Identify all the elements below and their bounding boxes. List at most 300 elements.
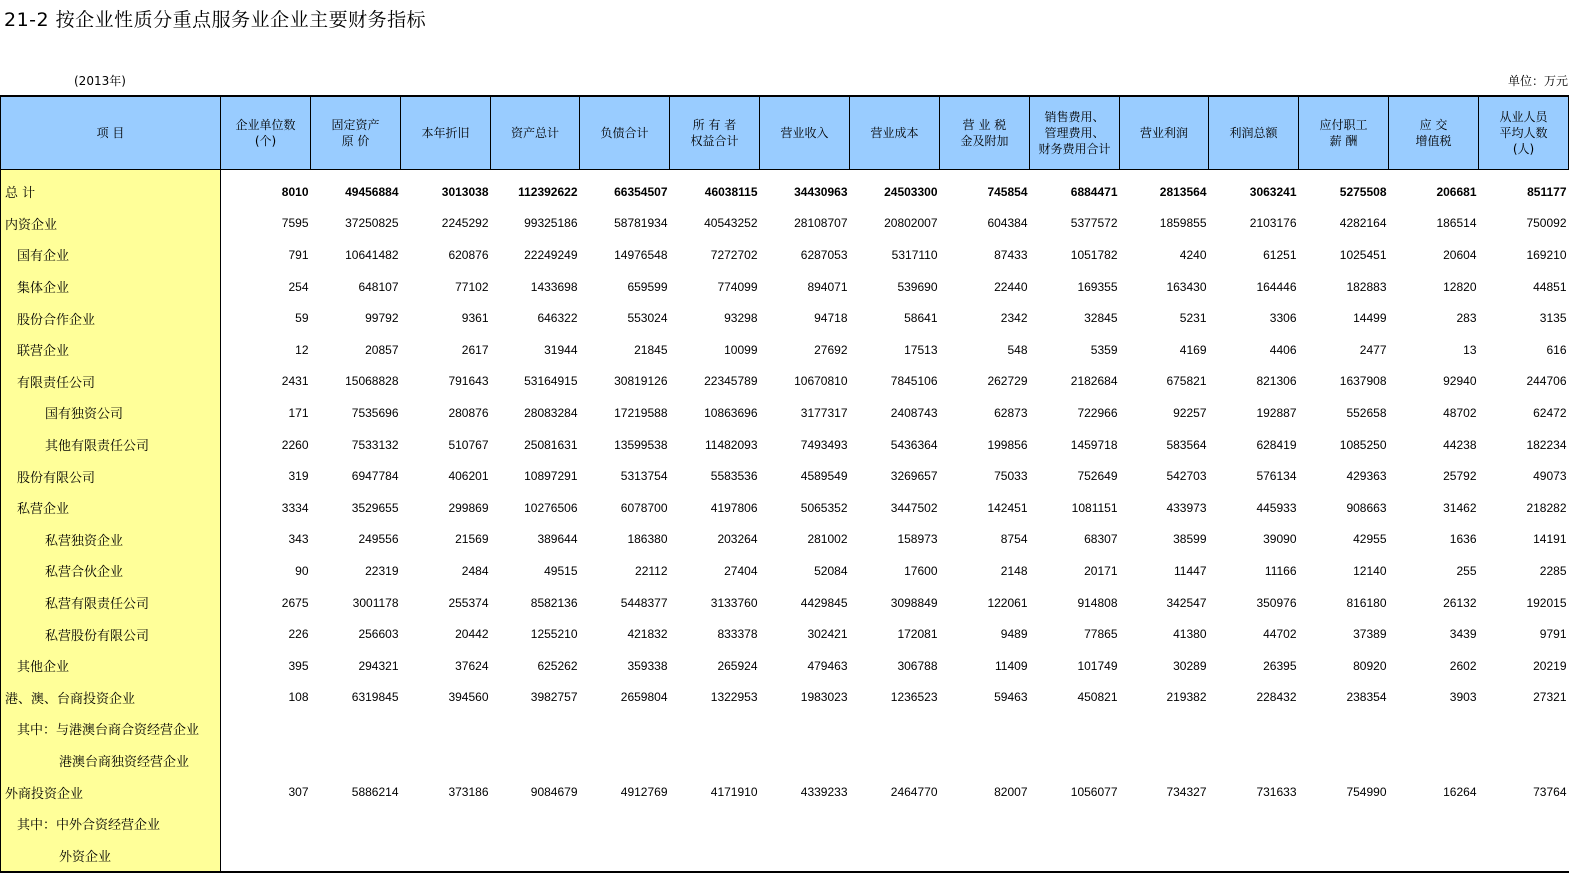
table-cell: 3177317 xyxy=(800,405,848,420)
table-cell: 4912769 xyxy=(620,785,668,800)
table-cell: 4197806 xyxy=(710,500,758,515)
table-cell xyxy=(940,808,1030,840)
table-cell: 26132 xyxy=(1443,595,1477,610)
table-cell: 199856 xyxy=(987,437,1028,452)
table-cell: 548 xyxy=(1007,342,1028,357)
row-label: 港、澳、台商投资企业 xyxy=(1,682,221,714)
table-cell: 244706 xyxy=(1526,374,1567,389)
table-cell: 92257 xyxy=(1173,405,1207,420)
table-cell: 583564 xyxy=(1166,437,1207,452)
table-cell: 421832 xyxy=(627,627,668,642)
table-cell: 3013038 xyxy=(441,184,489,199)
table-cell: 219382 xyxy=(1166,690,1207,705)
table-cell: 22319 xyxy=(365,563,399,578)
table-cell: 791643 xyxy=(448,374,489,389)
table-cell xyxy=(670,839,760,872)
table-cell: 3269657 xyxy=(890,469,938,484)
row-label: 其中：中外合资经营企业 xyxy=(1,808,221,840)
table-cell: 164446 xyxy=(1256,279,1297,294)
table-cell: 20802007 xyxy=(884,216,938,231)
table-cell: 280876 xyxy=(448,405,489,420)
table-cell: 13599538 xyxy=(614,437,668,452)
column-header: 从业人员 平均人数 (人) xyxy=(1479,96,1569,170)
table-cell: 9791 xyxy=(1539,627,1567,642)
table-cell: 4429845 xyxy=(800,595,848,610)
table-cell: 306788 xyxy=(897,658,938,673)
row-label: 国有企业 xyxy=(1,239,221,271)
table-cell: 7493493 xyxy=(800,437,848,452)
table-cell: 17600 xyxy=(904,563,938,578)
table-cell: 192015 xyxy=(1526,595,1567,610)
table-cell xyxy=(491,713,580,745)
table-cell: 68307 xyxy=(1084,532,1118,547)
table-cell: 553024 xyxy=(627,311,668,326)
table-cell: 158973 xyxy=(897,532,938,547)
table-cell: 87433 xyxy=(994,247,1028,262)
row-label: 其中：与港澳台商合资经营企业 xyxy=(1,713,221,745)
row-label: 私营合伙企业 xyxy=(1,555,221,587)
table-cell: 6947784 xyxy=(351,469,399,484)
table-cell: 62472 xyxy=(1533,405,1567,420)
table-row xyxy=(1,745,1569,777)
table-cell: 9489 xyxy=(1000,627,1028,642)
column-header: 应 交 增值税 xyxy=(1389,96,1479,170)
table-cell: 62873 xyxy=(994,405,1028,420)
table-cell: 262729 xyxy=(987,374,1028,389)
table-cell: 49073 xyxy=(1533,469,1567,484)
table-cell: 648107 xyxy=(358,279,399,294)
table-cell: 80920 xyxy=(1353,658,1387,673)
table-cell: 833378 xyxy=(717,627,758,642)
table-cell: 37389 xyxy=(1353,627,1387,642)
table-cell: 3439 xyxy=(1449,627,1477,642)
table-cell: 2464770 xyxy=(890,785,938,800)
table-cell: 186514 xyxy=(1436,216,1477,231)
table-cell: 44238 xyxy=(1443,437,1477,452)
table-cell: 2182684 xyxy=(1070,374,1118,389)
table-cell xyxy=(1030,839,1120,872)
row-label: 港澳台商独资经营企业 xyxy=(1,745,221,777)
table-cell: 5886214 xyxy=(351,785,399,800)
table-cell: 1859855 xyxy=(1159,216,1207,231)
table-cell: 299869 xyxy=(448,500,489,515)
table-cell: 21845 xyxy=(634,342,668,357)
row-label: 股份合作企业 xyxy=(1,302,221,334)
table-cell: 228432 xyxy=(1256,690,1297,705)
table-cell: 3529655 xyxy=(351,500,399,515)
table-cell: 620876 xyxy=(448,247,489,262)
table-row xyxy=(1,713,1569,745)
table-cell: 307 xyxy=(288,785,309,800)
table-cell: 1025451 xyxy=(1339,247,1387,262)
row-label: 私营独资企业 xyxy=(1,524,221,556)
table-cell xyxy=(311,808,401,840)
table-cell: 265924 xyxy=(717,658,758,673)
row-label: 外资企业 xyxy=(1,839,221,872)
row-label: 其他有限责任公司 xyxy=(1,429,221,461)
table-cell: 2245292 xyxy=(441,216,489,231)
table-row xyxy=(1,366,1569,398)
table-cell: 754990 xyxy=(1346,785,1387,800)
row-label: 内资企业 xyxy=(1,208,221,240)
table-cell xyxy=(580,745,670,777)
table-cell xyxy=(491,745,580,777)
table-cell xyxy=(1479,808,1569,840)
table-cell xyxy=(1030,713,1120,745)
table-cell: 218282 xyxy=(1526,500,1567,515)
table-row xyxy=(1,208,1569,240)
total-row xyxy=(1,170,1569,208)
table-cell: 734327 xyxy=(1166,785,1207,800)
table-cell: 73764 xyxy=(1533,785,1567,800)
table-cell: 37624 xyxy=(455,658,489,673)
table-cell: 49456884 xyxy=(345,184,399,199)
table-cell: 4282164 xyxy=(1339,216,1387,231)
table-cell: 373186 xyxy=(448,785,489,800)
table-cell: 6287053 xyxy=(800,247,848,262)
table-cell: 108 xyxy=(288,690,309,705)
table-cell xyxy=(940,839,1030,872)
table-cell: 628419 xyxy=(1256,437,1297,452)
table-cell: 1085250 xyxy=(1339,437,1387,452)
table-cell: 4589549 xyxy=(800,469,848,484)
table-cell: 254 xyxy=(288,279,309,294)
table-cell: 15068828 xyxy=(345,374,399,389)
table-cell: 53164915 xyxy=(524,374,578,389)
table-cell: 552658 xyxy=(1346,405,1387,420)
table-row xyxy=(1,334,1569,366)
table-cell: 389644 xyxy=(537,532,578,547)
table-cell: 1051782 xyxy=(1070,247,1118,262)
row-label: 外商投资企业 xyxy=(1,776,221,808)
table-cell xyxy=(850,839,940,872)
table-cell: 350976 xyxy=(1256,595,1297,610)
table-cell: 433973 xyxy=(1166,500,1207,515)
table-cell: 3001178 xyxy=(352,595,399,610)
table-cell: 17513 xyxy=(904,342,938,357)
table-cell: 37250825 xyxy=(345,216,399,231)
table-cell: 20604 xyxy=(1443,247,1477,262)
table-cell: 49515 xyxy=(544,563,578,578)
table-cell: 3334 xyxy=(281,500,309,515)
table-cell: 745854 xyxy=(987,184,1028,199)
table-cell xyxy=(1479,839,1569,872)
table-cell: 66354507 xyxy=(614,184,668,199)
table-row xyxy=(1,524,1569,556)
table-cell: 283 xyxy=(1456,311,1477,326)
table-cell: 169355 xyxy=(1077,279,1118,294)
table-cell: 894071 xyxy=(807,279,848,294)
table-cell: 8010 xyxy=(281,184,309,199)
table-cell: 616 xyxy=(1546,342,1567,357)
table-cell: 38599 xyxy=(1173,532,1207,547)
table-cell xyxy=(1120,745,1209,777)
column-header: 所 有 者 权益合计 xyxy=(670,96,760,170)
table-cell xyxy=(1389,839,1479,872)
table-row xyxy=(1,618,1569,650)
table-cell: 2484 xyxy=(461,563,489,578)
table-cell xyxy=(670,713,760,745)
table-cell xyxy=(1389,808,1479,840)
table-cell: 908663 xyxy=(1346,500,1387,515)
table-cell: 294321 xyxy=(358,658,399,673)
table-row xyxy=(1,587,1569,619)
table-cell: 58781934 xyxy=(614,216,668,231)
table-cell: 302421 xyxy=(807,627,848,642)
table-row xyxy=(1,808,1569,840)
table-row xyxy=(1,839,1569,872)
table-cell xyxy=(580,808,670,840)
column-header: 利润总额 xyxy=(1209,96,1299,170)
table-cell: 1255210 xyxy=(530,627,578,642)
column-header: 资产总计 xyxy=(491,96,580,170)
table-cell: 28108707 xyxy=(794,216,848,231)
table-cell: 510767 xyxy=(448,437,489,452)
unit-label: 单位：万元 xyxy=(1507,74,1568,88)
table-cell: 10276506 xyxy=(524,500,578,515)
table-cell: 27321 xyxy=(1533,690,1567,705)
table-cell: 82007 xyxy=(994,785,1028,800)
table-cell: 722966 xyxy=(1077,405,1118,420)
table-cell: 58641 xyxy=(904,311,938,326)
table-cell: 2408743 xyxy=(890,405,938,420)
table-cell: 429363 xyxy=(1346,469,1387,484)
table-cell: 6319845 xyxy=(351,690,399,705)
table-cell: 7595 xyxy=(281,216,309,231)
table-cell: 9084679 xyxy=(530,785,578,800)
table-cell: 750092 xyxy=(1526,216,1567,231)
table-cell: 11447 xyxy=(1174,563,1207,578)
table-cell: 77102 xyxy=(455,279,489,294)
column-header: 营业成本 xyxy=(850,96,940,170)
table-cell: 5313754 xyxy=(620,469,668,484)
table-cell xyxy=(401,808,491,840)
table-cell: 25081631 xyxy=(524,437,578,452)
column-header: 销售费用、 管理费用、 财务费用合计 xyxy=(1030,96,1120,170)
table-cell: 12 xyxy=(295,342,309,357)
column-header: 本年折旧 xyxy=(401,96,491,170)
table-cell: 77865 xyxy=(1084,627,1118,642)
table-cell: 1081151 xyxy=(1071,500,1118,515)
table-row xyxy=(1,271,1569,303)
table-cell: 7535696 xyxy=(351,405,399,420)
header-row xyxy=(1,96,1569,170)
table-cell: 10099 xyxy=(724,342,758,357)
table-cell: 20857 xyxy=(365,342,399,357)
table-cell: 12820 xyxy=(1443,279,1477,294)
table-cell xyxy=(1299,808,1389,840)
table-cell: 30819126 xyxy=(614,374,668,389)
table-cell xyxy=(760,839,850,872)
table-cell: 27404 xyxy=(724,563,758,578)
table-cell xyxy=(1479,745,1569,777)
table-cell: 52084 xyxy=(814,563,848,578)
column-header-item: 项 目 xyxy=(1,96,221,170)
table-cell xyxy=(1030,808,1120,840)
table-cell: 182234 xyxy=(1526,437,1567,452)
table-cell: 576134 xyxy=(1256,469,1297,484)
table-cell: 90 xyxy=(295,563,309,578)
table-cell: 2477 xyxy=(1359,342,1387,357)
table-cell xyxy=(1030,745,1120,777)
table-cell: 44702 xyxy=(1263,627,1297,642)
table-cell: 2260 xyxy=(281,437,309,452)
table-cell: 10863696 xyxy=(704,405,758,420)
table-cell: 48702 xyxy=(1443,405,1477,420)
table-cell: 2431 xyxy=(281,374,309,389)
table-cell xyxy=(1389,745,1479,777)
table-cell: 5359 xyxy=(1090,342,1118,357)
table-cell: 42955 xyxy=(1353,532,1387,547)
table-cell: 2103176 xyxy=(1249,216,1297,231)
table-cell: 46038115 xyxy=(704,184,758,199)
row-label: 总 计 xyxy=(1,170,221,208)
table-cell: 24503300 xyxy=(884,184,938,199)
table-cell: 791 xyxy=(288,247,309,262)
table-cell: 59463 xyxy=(994,690,1028,705)
table-cell: 169210 xyxy=(1526,247,1567,262)
table-cell: 4240 xyxy=(1179,247,1207,262)
table-cell: 39090 xyxy=(1263,532,1297,547)
table-cell: 32845 xyxy=(1084,311,1118,326)
table-cell: 659599 xyxy=(627,279,668,294)
row-label: 私营股份有限公司 xyxy=(1,618,221,650)
table-cell: 3306 xyxy=(1269,311,1297,326)
table-cell: 1459718 xyxy=(1070,437,1118,452)
table-cell: 255374 xyxy=(448,595,489,610)
table-cell: 319 xyxy=(288,469,309,484)
table-cell xyxy=(1389,713,1479,745)
table-cell: 22249249 xyxy=(524,247,578,262)
table-cell xyxy=(1209,839,1299,872)
table-cell xyxy=(1299,745,1389,777)
table-cell: 10641482 xyxy=(345,247,399,262)
table-cell: 3903 xyxy=(1449,690,1477,705)
table-cell: 2617 xyxy=(461,342,489,357)
table-cell: 22440 xyxy=(994,279,1028,294)
table-cell: 1983023 xyxy=(800,690,848,705)
table-cell: 5448377 xyxy=(620,595,668,610)
column-header: 企业单位数 (个) xyxy=(221,96,311,170)
table-cell: 20442 xyxy=(455,627,489,642)
table-cell: 2813564 xyxy=(1159,184,1207,199)
table-cell: 99325186 xyxy=(524,216,578,231)
row-label: 集体企业 xyxy=(1,271,221,303)
table-cell: 5275508 xyxy=(1339,184,1387,199)
table-cell: 101749 xyxy=(1077,658,1118,673)
table-cell xyxy=(670,745,760,777)
table-cell xyxy=(221,713,311,745)
table-cell: 11409 xyxy=(995,658,1028,673)
table-cell: 542703 xyxy=(1166,469,1207,484)
table-cell: 752649 xyxy=(1077,469,1118,484)
table-cell xyxy=(221,745,311,777)
table-cell xyxy=(311,713,401,745)
table-cell: 59 xyxy=(295,311,309,326)
table-cell: 112392622 xyxy=(518,184,578,199)
table-cell: 3447502 xyxy=(890,500,938,515)
table-cell: 30289 xyxy=(1173,658,1207,673)
table-cell: 8582136 xyxy=(530,595,578,610)
table-cell: 646322 xyxy=(537,311,578,326)
row-label: 股份有限公司 xyxy=(1,460,221,492)
table-cell: 92940 xyxy=(1443,374,1477,389)
table-row xyxy=(1,555,1569,587)
table-cell: 1056077 xyxy=(1070,785,1118,800)
table-row xyxy=(1,239,1569,271)
table-cell: 249556 xyxy=(358,532,399,547)
row-label: 私营有限责任公司 xyxy=(1,587,221,619)
table-cell: 182883 xyxy=(1346,279,1387,294)
table-cell: 12140 xyxy=(1353,563,1387,578)
table-cell: 163430 xyxy=(1166,279,1207,294)
table-cell: 731633 xyxy=(1256,785,1297,800)
table-cell: 342547 xyxy=(1166,595,1207,610)
page-title: 21-2 按企业性质分重点服务业企业主要财务指标 xyxy=(4,9,427,31)
table-cell: 406201 xyxy=(448,469,489,484)
table-cell: 11482093 xyxy=(705,437,758,452)
table-row xyxy=(1,682,1569,714)
table-cell: 94718 xyxy=(814,311,848,326)
table-cell: 821306 xyxy=(1256,374,1297,389)
table-cell xyxy=(1120,808,1209,840)
table-row xyxy=(1,397,1569,429)
table-cell xyxy=(670,808,760,840)
table-cell xyxy=(1209,745,1299,777)
table-cell: 4171910 xyxy=(710,785,758,800)
table-cell: 675821 xyxy=(1166,374,1207,389)
table-cell xyxy=(850,713,940,745)
table-cell xyxy=(401,745,491,777)
table-cell: 1322953 xyxy=(710,690,758,705)
table-cell: 343 xyxy=(288,532,309,547)
table-cell: 14499 xyxy=(1353,311,1387,326)
table-cell: 3063241 xyxy=(1249,184,1297,199)
row-label: 有限责任公司 xyxy=(1,366,221,398)
table-cell xyxy=(1209,713,1299,745)
table-cell: 21569 xyxy=(455,532,489,547)
table-cell: 75033 xyxy=(994,469,1028,484)
table-cell: 122061 xyxy=(987,595,1028,610)
table-cell: 539690 xyxy=(897,279,938,294)
table-cell xyxy=(1299,839,1389,872)
table-cell xyxy=(940,745,1030,777)
table-cell: 14976548 xyxy=(614,247,668,262)
table-cell xyxy=(580,839,670,872)
table-cell: 2148 xyxy=(1000,563,1028,578)
table-cell xyxy=(850,808,940,840)
table-cell xyxy=(940,713,1030,745)
table-cell: 238354 xyxy=(1346,690,1387,705)
table-cell: 61251 xyxy=(1263,247,1297,262)
table-cell: 5436364 xyxy=(890,437,938,452)
table-cell: 11166 xyxy=(1264,563,1297,578)
table-cell: 27692 xyxy=(814,342,848,357)
table-row xyxy=(1,650,1569,682)
table-cell: 625262 xyxy=(537,658,578,673)
table-cell: 16264 xyxy=(1443,785,1477,800)
column-header: 营业利润 xyxy=(1120,96,1209,170)
table-cell: 20171 xyxy=(1084,563,1118,578)
table-cell: 41380 xyxy=(1173,627,1207,642)
row-label: 国有独资公司 xyxy=(1,397,221,429)
table-cell: 22112 xyxy=(635,563,668,578)
table-cell: 20219 xyxy=(1533,658,1567,673)
table-cell: 93298 xyxy=(724,311,758,326)
table-cell xyxy=(850,745,940,777)
table-cell: 4339233 xyxy=(800,785,848,800)
column-header: 负债合计 xyxy=(580,96,670,170)
